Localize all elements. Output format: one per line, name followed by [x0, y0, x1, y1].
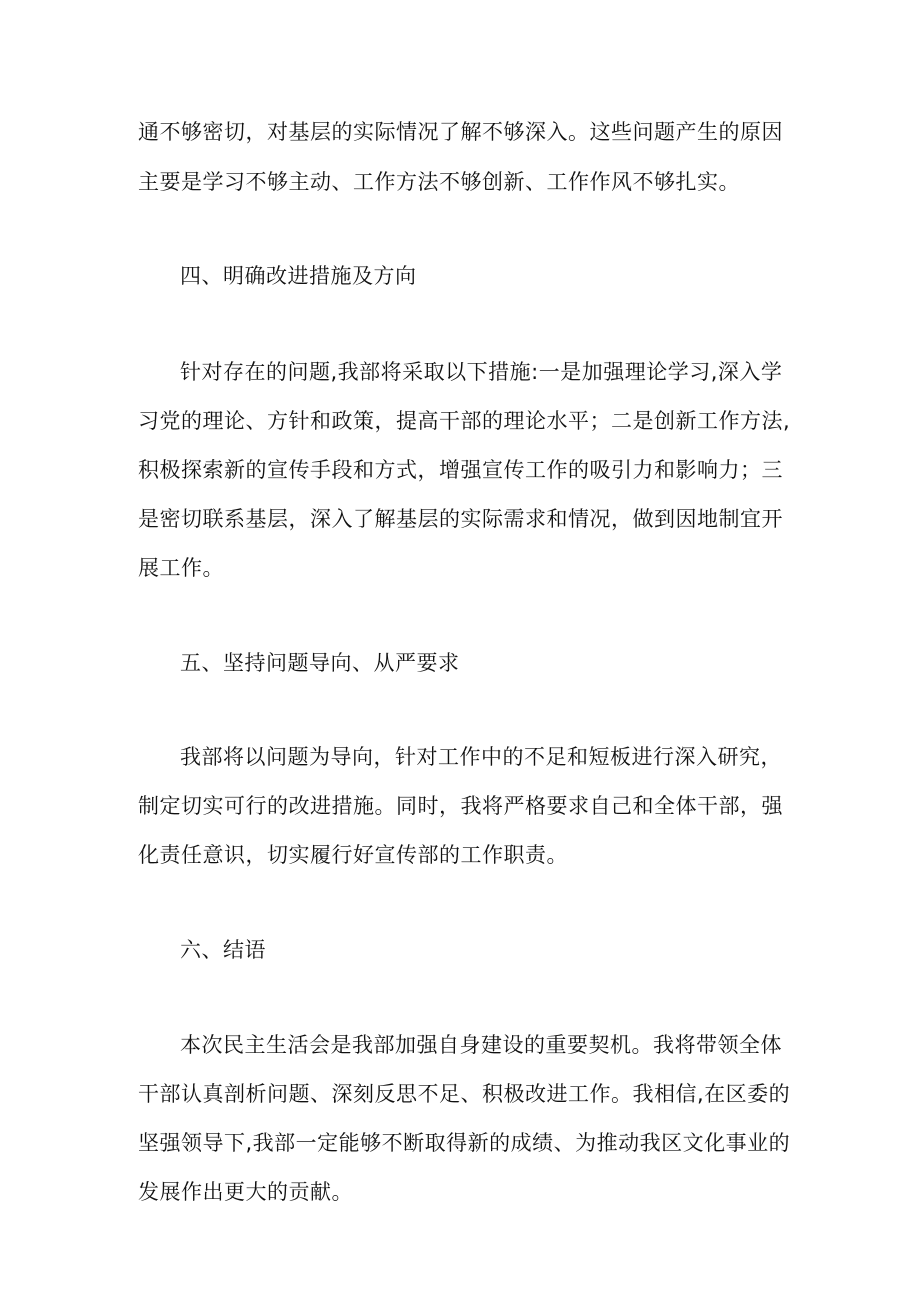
paragraph-line: 是密切联系基层，深入了解基层的实际需求和情况，做到因地制宜开 [138, 507, 783, 531]
paragraph-line: 本次民主生活会是我部加强自身建设的重要契机。我将带领全体 [180, 1033, 782, 1057]
paragraph-line: 坚强领导下,我部一定能够不断取得新的成绩、为推动我区文化事业的 [138, 1131, 791, 1155]
paragraph-line: 习党的理论、方针和政策，提高干部的理论水平；二是创新工作方法, [138, 409, 791, 433]
paragraph-line: 干部认真剖析问题、深刻反思不足、积极改进工作。我相信,在区委的 [138, 1082, 791, 1106]
paragraph-line: 针对存在的问题,我部将采取以下措施:一是加强理论学习,深入学 [180, 360, 783, 384]
paragraph-line: 展工作。 [138, 556, 224, 580]
section-heading-6: 六、结语 [180, 938, 266, 962]
paragraph-line: 我部将以问题为导向，针对工作中的不足和短板进行深入研究， [180, 745, 782, 769]
paragraph-line: 主要是学习不够主动、工作方法不够创新、工作作风不够扎实。 [138, 170, 740, 194]
paragraph-line: 积极探索新的宣传手段和方式，增强宣传工作的吸引力和影响力；三 [138, 458, 783, 482]
paragraph-line: 发展作出更大的贡献。 [138, 1180, 353, 1204]
paragraph-line: 化责任意识，切实履行好宣传部的工作职责。 [138, 843, 568, 867]
paragraph-line: 通不够密切，对基层的实际情况了解不够深入。这些问题产生的原因 [138, 120, 783, 144]
section-heading-4: 四、明确改进措施及方向 [180, 264, 417, 288]
section-heading-5: 五、坚持问题导向、从严要求 [180, 651, 460, 675]
paragraph-line: 制定切实可行的改进措施。同时，我将严格要求自己和全体干部，强 [138, 794, 783, 818]
